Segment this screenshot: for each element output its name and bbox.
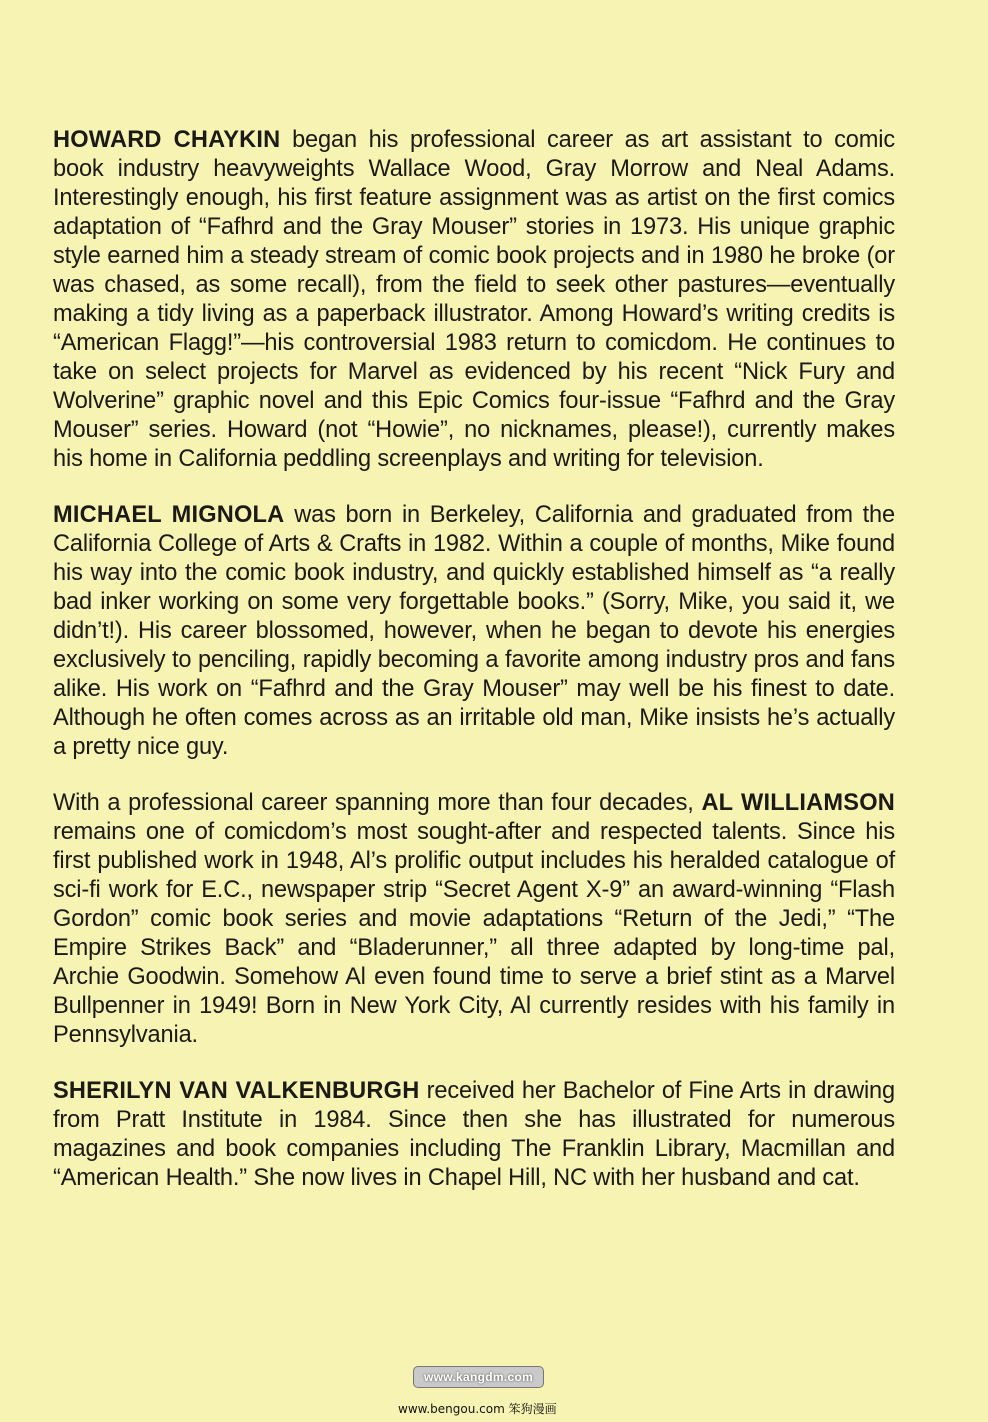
bio-name: AL WILLIAMSON xyxy=(701,790,895,816)
bios-section xyxy=(53,126,895,1220)
bio-text: was born in Berkeley, California and graduated from the California College of Arts & Crafts in 1982. Within a couple of months, Mike found his way into the comic book industry, and quickly established himself as “a really bad inker working on some very forgettable books.” (Sorry, Mike, you said it, we didn’t!). His career blossomed, however, when he began to devote his energies exclusively to penciling, rapidly becoming a favorite among industry pros and fans alike. His work on “Fafhrd and the Gray Mouser” may well be his finest to date. Although he often comes across as an irritable old man, Mike insists he’s actually a pretty nice guy. xyxy=(53,502,895,760)
bio-prefix: With a professional career spanning more than four decades, xyxy=(53,790,702,816)
bio-text: began his professional career as art assistant to comic book industry heavyweights Wallace Wood, Gray Morrow and Neal Adams. Interestingly enough, his first feature assignment was as artist on the first comics adaptation of “Fafhrd and the Gray Mouser” stories in 1973. His unique graphic style earned him a steady stream of comic book projects and in 1980 he broke (or was chased, as some recall), from the field to seek other pastures—eventually making a tidy living as a paperback illustrator. Among Howard’s writing credits is “American Flagg!”—his controversial 1983 return to comicdom. He continues to take on select projects for Marvel as evidenced by his recent “Nick Fury and Wolverine” graphic novel and this Epic Comics four-issue “Fafhrd and the Gray Mouser” series. Howard (not “Howie”, no nicknames, please!), currently makes his home in California peddling screenplays and writing for television. xyxy=(53,127,895,472)
bio-name: HOWARD CHAYKIN xyxy=(53,127,281,153)
bio-name: SHERILYN VAN VALKENBURGH xyxy=(53,1078,420,1104)
bio-howard-chaykin xyxy=(53,126,895,474)
bio-text: received her Bachelor of Fine Arts in drawing from Pratt Institute in 1984. Since then she has illustrated for numerous magazines and book companies including The Franklin Library, Macmillan and “American Health.” She now lives in Chapel Hill, NC with her husband and cat. xyxy=(53,1078,896,1191)
bio-sherilyn-van-valkenburgh xyxy=(53,1077,895,1193)
bio-name: MICHAEL MIGNOLA xyxy=(53,502,285,528)
watermark-badge: www.kangdm.com xyxy=(413,1366,544,1388)
bio-text: remains one of comicdom’s most sought-after and respected talents. Since his first published work in 1948, Al’s prolific output includes his heralded catalogue of sci-fi work for E.C., newspaper strip “Secret Agent X-9” an award-winning “Flash Gordon” comic book series and movie adaptations “Return of the Jedi,” “The Empire Strikes Back” and “Bladerunner,” all three adapted by long-time pal, Archie Goodwin. Somehow Al even found time to serve a brief stint as a Marvel Bullpenner in 1949! Born in New York City, Al currently resides with his family in Pennsylvania. xyxy=(53,819,895,1048)
bio-michael-mignola xyxy=(53,501,895,762)
bio-al-williamson xyxy=(53,789,895,1050)
footer-credit: www.bengou.com 笨狗漫画 xyxy=(398,1402,557,1416)
